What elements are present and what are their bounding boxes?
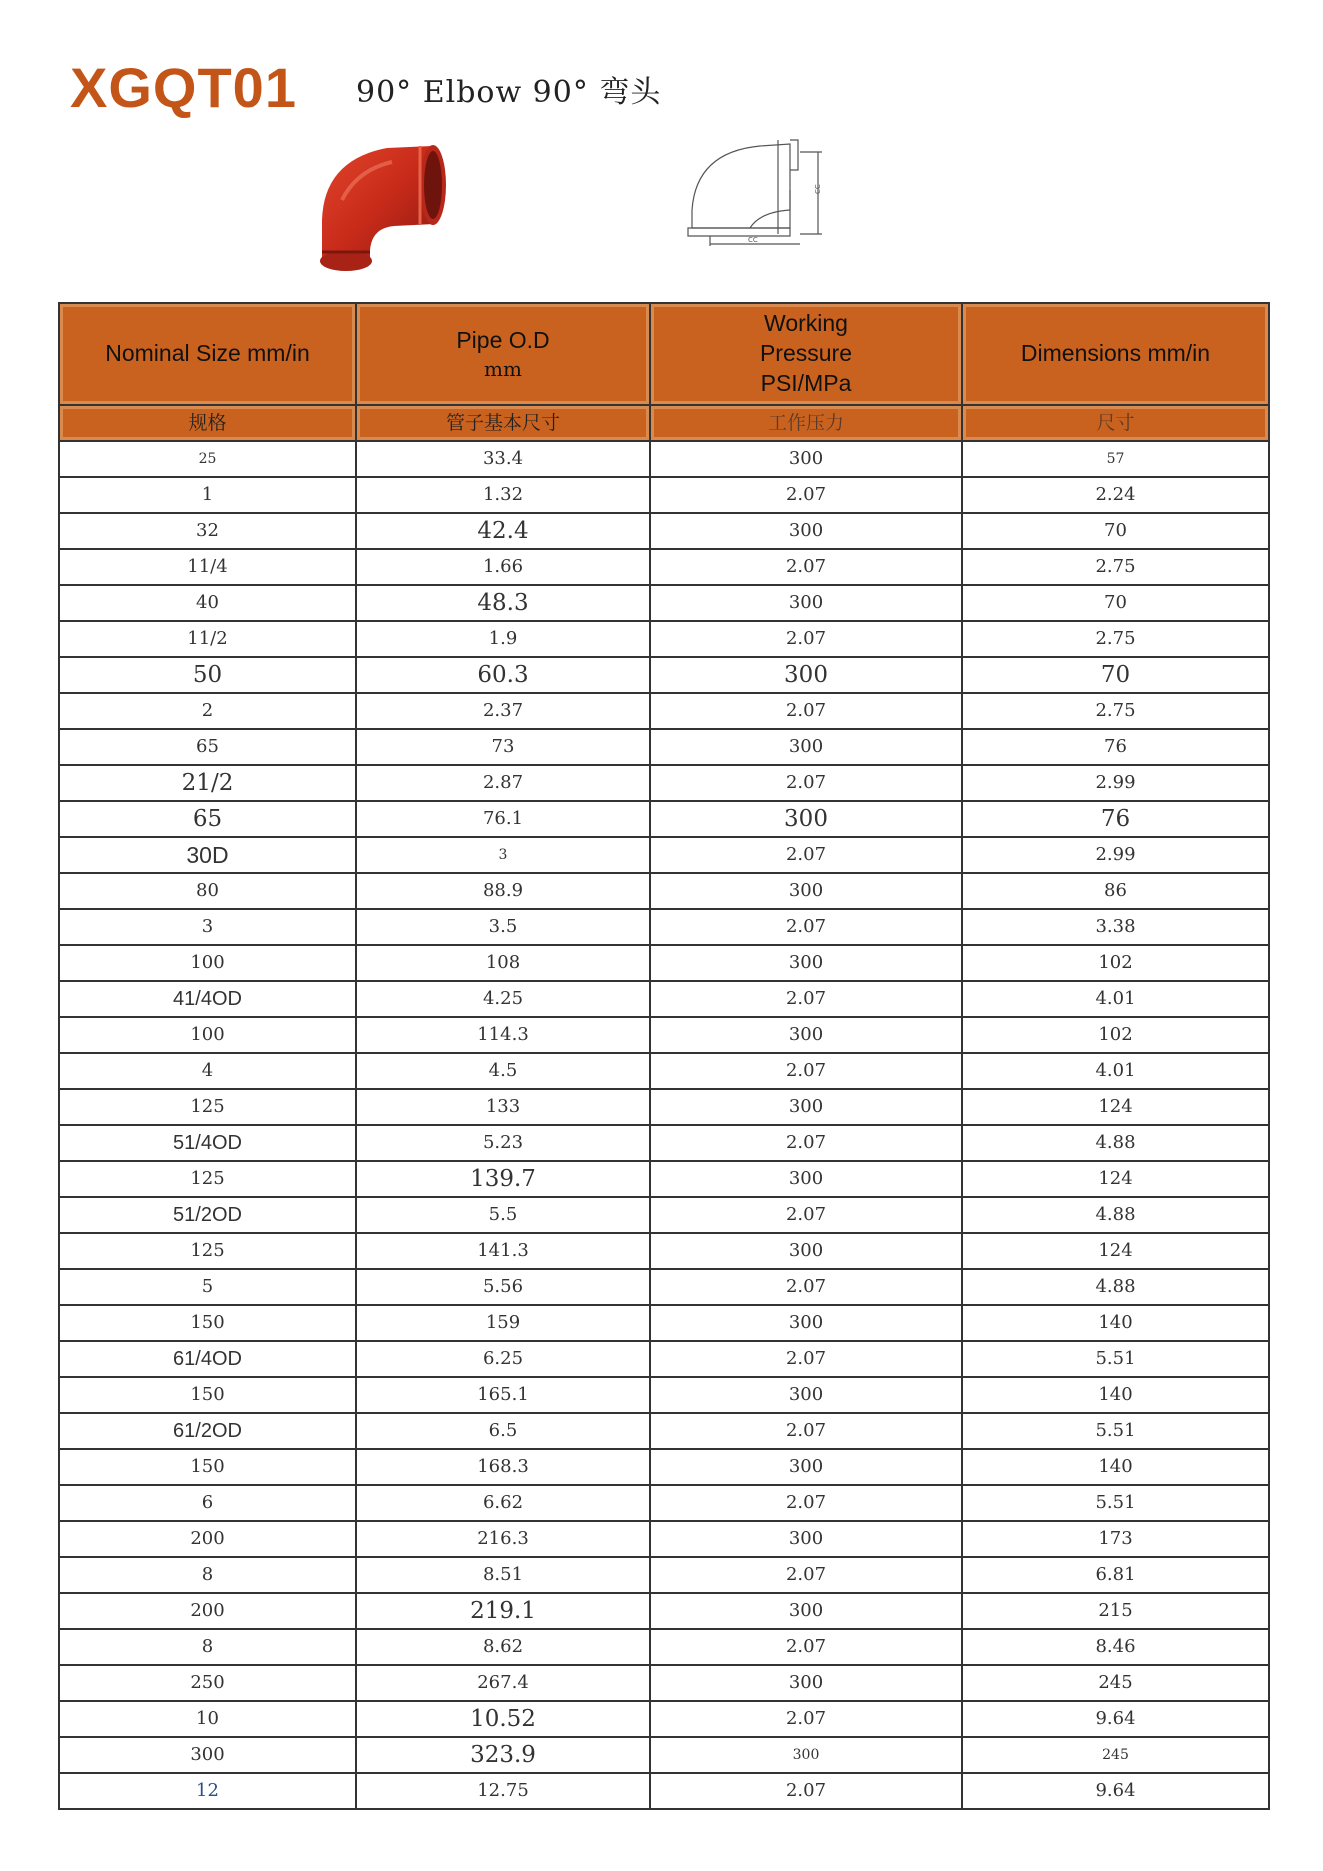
table-row (59, 729, 1269, 765)
table-row (59, 1449, 1269, 1485)
cell-nominal-size: 200 (59, 1521, 356, 1557)
cell-working-pressure: 300 (650, 1017, 962, 1053)
cell-pipe-od: 12.75 (356, 1773, 650, 1809)
table-row (59, 873, 1269, 909)
cell-nominal-size: 6 (59, 1485, 356, 1521)
cell-dimensions: 57 (962, 441, 1269, 477)
cell-dimensions: 140 (962, 1305, 1269, 1341)
table-row (59, 1629, 1269, 1665)
cell-nominal-size: 250 (59, 1665, 356, 1701)
cell-working-pressure: 2.07 (650, 693, 962, 729)
cell-pipe-od: 1.32 (356, 477, 650, 513)
cell-dimensions: 124 (962, 1233, 1269, 1269)
cell-working-pressure: 300 (650, 441, 962, 477)
col-header-pipe-od-label: Pipe O.D (456, 327, 550, 354)
cell-pipe-od: 139.7 (356, 1161, 650, 1197)
cell-working-pressure: 300 (650, 1161, 962, 1197)
elbow-dimension-drawing (680, 130, 840, 265)
cell-dimensions: 4.01 (962, 1053, 1269, 1089)
svg-text:CC: CC (814, 184, 822, 194)
table-row (59, 801, 1269, 837)
cell-pipe-od: 141.3 (356, 1233, 650, 1269)
cell-dimensions: 2.75 (962, 693, 1269, 729)
cell-working-pressure: 2.07 (650, 1197, 962, 1233)
table-row (59, 1665, 1269, 1701)
header-row-cn (59, 405, 1269, 441)
cell-dimensions: 9.64 (962, 1773, 1269, 1809)
cell-working-pressure: 300 (650, 1089, 962, 1125)
table-row (59, 909, 1269, 945)
table-row (59, 1413, 1269, 1449)
table-row (59, 1557, 1269, 1593)
cell-dimensions: 245 (962, 1665, 1269, 1701)
cell-nominal-size: 25 (59, 441, 356, 477)
spec-table-body (59, 441, 1269, 1809)
cell-working-pressure: 2.07 (650, 981, 962, 1017)
table-row (59, 1485, 1269, 1521)
cell-working-pressure: 2.07 (650, 1629, 962, 1665)
table-row (59, 1017, 1269, 1053)
cell-working-pressure: 300 (650, 801, 962, 837)
cell-nominal-size: 150 (59, 1449, 356, 1485)
table-row (59, 549, 1269, 585)
cell-working-pressure: 2.07 (650, 837, 962, 873)
cell-working-pressure: 2.07 (650, 1485, 962, 1521)
header-row-en (59, 303, 1269, 405)
col-header-cn-dimensions: 尺寸 (962, 405, 1269, 441)
cell-working-pressure: 300 (650, 1377, 962, 1413)
col-header-cn-working-pressure: 工作压力 (650, 405, 962, 441)
cell-dimensions: 9.64 (962, 1701, 1269, 1737)
table-row (59, 1305, 1269, 1341)
cell-dimensions: 140 (962, 1377, 1269, 1413)
cell-dimensions: 8.46 (962, 1629, 1269, 1665)
cell-working-pressure: 300 (650, 729, 962, 765)
cell-nominal-size: 12 (59, 1773, 356, 1809)
cell-dimensions: 4.88 (962, 1269, 1269, 1305)
table-row (59, 1737, 1269, 1773)
cell-dimensions: 5.51 (962, 1341, 1269, 1377)
cell-pipe-od: 1.66 (356, 549, 650, 585)
cell-nominal-size: 61/2OD (59, 1413, 356, 1449)
cell-pipe-od: 6.62 (356, 1485, 650, 1521)
table-row (59, 1053, 1269, 1089)
cell-nominal-size: 4 (59, 1053, 356, 1089)
cell-pipe-od: 60.3 (356, 657, 650, 693)
cell-dimensions: 4.88 (962, 1197, 1269, 1233)
cell-nominal-size: 150 (59, 1377, 356, 1413)
cell-pipe-od: 76.1 (356, 801, 650, 837)
cell-working-pressure: 2.07 (650, 1557, 962, 1593)
table-row (59, 693, 1269, 729)
cell-pipe-od: 4.25 (356, 981, 650, 1017)
table-row (59, 513, 1269, 549)
cell-working-pressure: 2.07 (650, 1701, 962, 1737)
table-row (59, 1269, 1269, 1305)
cell-dimensions: 5.51 (962, 1413, 1269, 1449)
cell-dimensions: 102 (962, 945, 1269, 981)
cell-dimensions: 124 (962, 1089, 1269, 1125)
table-row (59, 1701, 1269, 1737)
cell-working-pressure: 300 (650, 1305, 962, 1341)
cell-working-pressure: 300 (650, 1593, 962, 1629)
cell-nominal-size: 300 (59, 1737, 356, 1773)
table-row (59, 1233, 1269, 1269)
svg-text:CC: CC (748, 236, 758, 244)
cell-pipe-od: 6.5 (356, 1413, 650, 1449)
col-header-pipe-od-unit: mm (484, 356, 522, 381)
cell-pipe-od: 3 (356, 837, 650, 873)
cell-pipe-od: 133 (356, 1089, 650, 1125)
cell-working-pressure: 2.07 (650, 621, 962, 657)
cell-dimensions: 2.75 (962, 621, 1269, 657)
cell-nominal-size: 61/4OD (59, 1341, 356, 1377)
cell-working-pressure: 2.07 (650, 1269, 962, 1305)
table-row (59, 837, 1269, 873)
cell-nominal-size: 32 (59, 513, 356, 549)
cell-dimensions: 140 (962, 1449, 1269, 1485)
col-header-cn-nominal-size: 规格 (59, 405, 356, 441)
table-row (59, 1377, 1269, 1413)
cell-working-pressure: 300 (650, 1737, 962, 1773)
cell-nominal-size: 125 (59, 1161, 356, 1197)
table-row (59, 765, 1269, 801)
cell-dimensions: 215 (962, 1593, 1269, 1629)
cell-nominal-size: 50 (59, 657, 356, 693)
cell-dimensions: 124 (962, 1161, 1269, 1197)
cell-working-pressure: 300 (650, 1665, 962, 1701)
cell-nominal-size: 51/4OD (59, 1125, 356, 1161)
col-header-working-pressure: Working Pressure PSI/MPa (650, 303, 962, 405)
cell-working-pressure: 300 (650, 513, 962, 549)
table-row (59, 1773, 1269, 1809)
cell-working-pressure: 2.07 (650, 549, 962, 585)
cell-pipe-od: 165.1 (356, 1377, 650, 1413)
cell-pipe-od: 219.1 (356, 1593, 650, 1629)
cell-working-pressure: 300 (650, 585, 962, 621)
cell-pipe-od: 3.5 (356, 909, 650, 945)
cell-working-pressure: 300 (650, 1449, 962, 1485)
cell-nominal-size: 200 (59, 1593, 356, 1629)
cell-dimensions: 2.24 (962, 477, 1269, 513)
cell-nominal-size: 3 (59, 909, 356, 945)
cell-working-pressure: 2.07 (650, 909, 962, 945)
product-title: 90° Elbow 90° 弯头 (356, 75, 662, 110)
cell-nominal-size: 100 (59, 1017, 356, 1053)
cell-working-pressure: 300 (650, 1233, 962, 1269)
table-row (59, 585, 1269, 621)
table-row (59, 1125, 1269, 1161)
cell-dimensions: 2.99 (962, 837, 1269, 873)
table-row (59, 1521, 1269, 1557)
table-row (59, 1593, 1269, 1629)
cell-nominal-size: 65 (59, 729, 356, 765)
table-row (59, 441, 1269, 477)
cell-pipe-od: 114.3 (356, 1017, 650, 1053)
cell-nominal-size: 1 (59, 477, 356, 513)
cell-pipe-od: 216.3 (356, 1521, 650, 1557)
cell-pipe-od: 267.4 (356, 1665, 650, 1701)
table-row (59, 621, 1269, 657)
cell-nominal-size: 150 (59, 1305, 356, 1341)
cell-nominal-size: 8 (59, 1557, 356, 1593)
cell-dimensions: 2.75 (962, 549, 1269, 585)
col-header-cn-pipe-od: 管子基本尺寸 (356, 405, 650, 441)
cell-working-pressure: 300 (650, 1521, 962, 1557)
cell-working-pressure: 300 (650, 657, 962, 693)
cell-dimensions: 86 (962, 873, 1269, 909)
cell-pipe-od: 88.9 (356, 873, 650, 909)
cell-dimensions: 76 (962, 801, 1269, 837)
cell-pipe-od: 73 (356, 729, 650, 765)
cell-pipe-od: 10.52 (356, 1701, 650, 1737)
cell-dimensions: 173 (962, 1521, 1269, 1557)
cell-pipe-od: 168.3 (356, 1449, 650, 1485)
cell-pipe-od: 5.5 (356, 1197, 650, 1233)
cell-dimensions: 70 (962, 585, 1269, 621)
cell-nominal-size: 2 (59, 693, 356, 729)
cell-nominal-size: 51/2OD (59, 1197, 356, 1233)
table-row (59, 477, 1269, 513)
cell-nominal-size: 40 (59, 585, 356, 621)
cell-working-pressure: 2.07 (650, 1053, 962, 1089)
cell-pipe-od: 33.4 (356, 441, 650, 477)
cell-pipe-od: 5.23 (356, 1125, 650, 1161)
col-header-nominal-size: Nominal Size mm/in (59, 303, 356, 405)
cell-pipe-od: 5.56 (356, 1269, 650, 1305)
cell-nominal-size: 80 (59, 873, 356, 909)
cell-dimensions: 4.88 (962, 1125, 1269, 1161)
cell-nominal-size: 10 (59, 1701, 356, 1737)
cell-working-pressure: 2.07 (650, 1773, 962, 1809)
cell-pipe-od: 2.87 (356, 765, 650, 801)
cell-pipe-od: 4.5 (356, 1053, 650, 1089)
cell-working-pressure: 2.07 (650, 765, 962, 801)
cell-dimensions: 3.38 (962, 909, 1269, 945)
product-code: XGQT01 (70, 56, 297, 119)
cell-nominal-size: 21/2 (59, 765, 356, 801)
cell-dimensions: 102 (962, 1017, 1269, 1053)
col-header-pipe-od (356, 303, 650, 405)
cell-working-pressure: 2.07 (650, 1125, 962, 1161)
cell-nominal-size: 11/4 (59, 549, 356, 585)
cell-nominal-size: 5 (59, 1269, 356, 1305)
table-row (59, 1197, 1269, 1233)
cell-pipe-od: 323.9 (356, 1737, 650, 1773)
cell-dimensions: 5.51 (962, 1485, 1269, 1521)
cell-nominal-size: 30D (59, 837, 356, 873)
cell-pipe-od: 159 (356, 1305, 650, 1341)
cell-dimensions: 70 (962, 657, 1269, 693)
table-row (59, 1161, 1269, 1197)
cell-pipe-od: 42.4 (356, 513, 650, 549)
cell-dimensions: 4.01 (962, 981, 1269, 1017)
table-row (59, 657, 1269, 693)
spec-table (58, 302, 1270, 1810)
cell-working-pressure: 2.07 (650, 1341, 962, 1377)
cell-working-pressure: 300 (650, 873, 962, 909)
cell-nominal-size: 125 (59, 1233, 356, 1269)
table-row (59, 945, 1269, 981)
cell-pipe-od: 48.3 (356, 585, 650, 621)
cell-working-pressure: 2.07 (650, 1413, 962, 1449)
cell-pipe-od: 8.51 (356, 1557, 650, 1593)
cell-pipe-od: 2.37 (356, 693, 650, 729)
cell-nominal-size: 125 (59, 1089, 356, 1125)
cell-nominal-size: 11/2 (59, 621, 356, 657)
cell-working-pressure: 2.07 (650, 477, 962, 513)
cell-dimensions: 76 (962, 729, 1269, 765)
cell-nominal-size: 100 (59, 945, 356, 981)
cell-dimensions: 245 (962, 1737, 1269, 1773)
elbow-photo (312, 140, 462, 275)
cell-dimensions: 6.81 (962, 1557, 1269, 1593)
cell-nominal-size: 41/4OD (59, 981, 356, 1017)
cell-pipe-od: 8.62 (356, 1629, 650, 1665)
cell-nominal-size: 65 (59, 801, 356, 837)
table-row (59, 1341, 1269, 1377)
table-row (59, 981, 1269, 1017)
cell-dimensions: 70 (962, 513, 1269, 549)
cell-pipe-od: 1.9 (356, 621, 650, 657)
cell-dimensions: 2.99 (962, 765, 1269, 801)
table-row (59, 1089, 1269, 1125)
cell-nominal-size: 8 (59, 1629, 356, 1665)
cell-pipe-od: 108 (356, 945, 650, 981)
cell-pipe-od: 6.25 (356, 1341, 650, 1377)
col-header-dimensions: Dimensions mm/in (962, 303, 1269, 405)
cell-working-pressure: 300 (650, 945, 962, 981)
